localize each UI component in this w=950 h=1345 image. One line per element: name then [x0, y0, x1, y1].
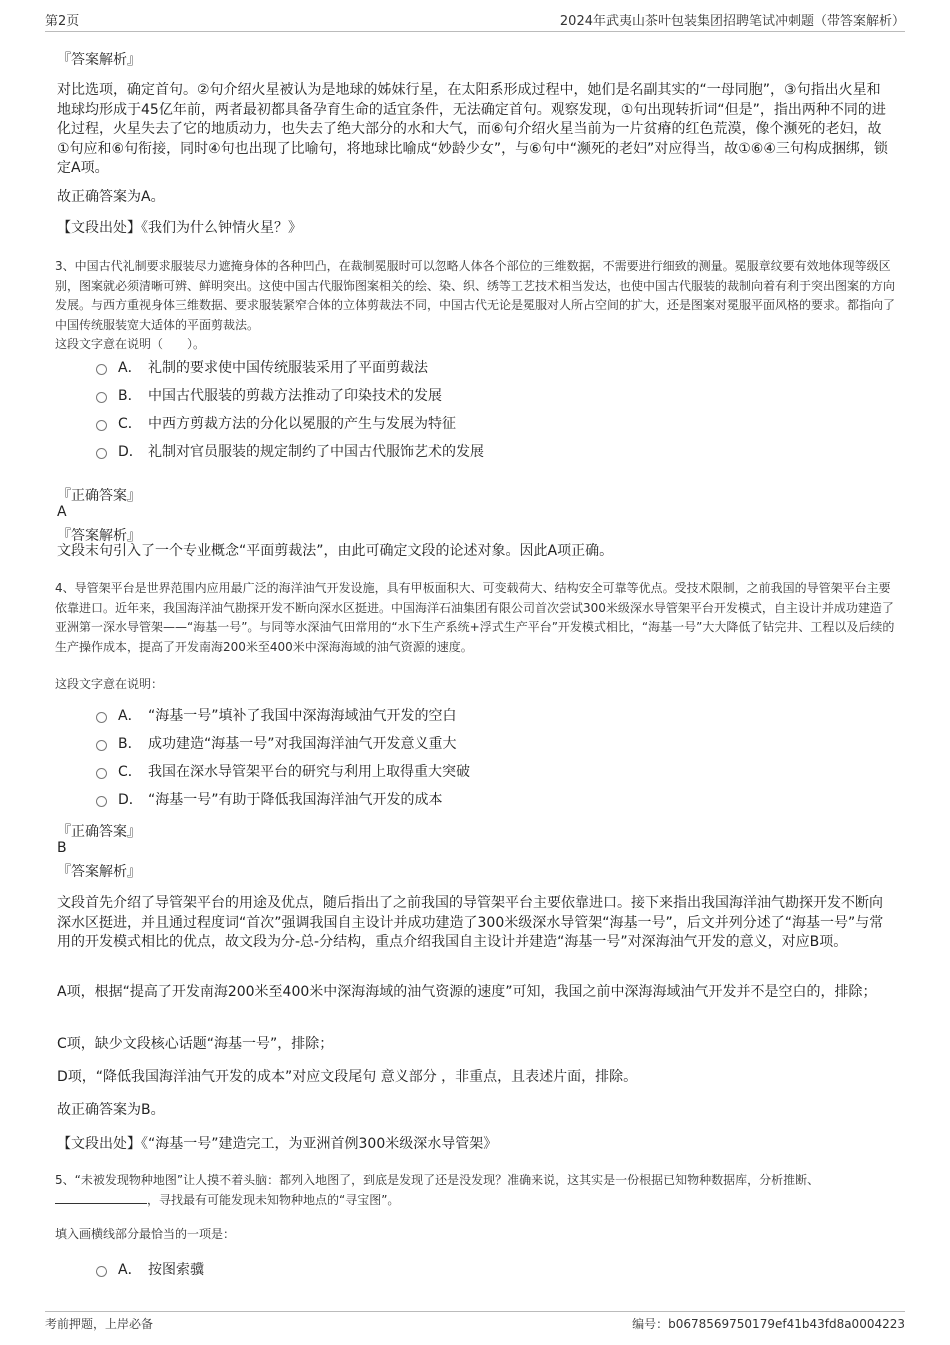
- radio-button-icon[interactable]: [96, 392, 107, 403]
- option-text: 我国在深水导管架平台的研究与利用上取得重大突破: [148, 764, 470, 780]
- question-4-analysis: 文段首先介绍了导管架平台的用途及优点，随后指出了之前我国的导管架平台主要依靠进口。接下来指出我国海洋油气勘探开发不断向深水区挺进，并且通过程度词“首次”强调我国自主设计并成功建造了300米级深水导管架“海基一号”，后文并列分述了“海基一号”与常用的开发模式相比的优点，故文段为分-总-分结构，重点介绍我国自主设计并建造“海基一号”对深海油气开发的意义，对应B项。: [57, 895, 884, 950]
- question-3-analysis: 文段末句引入了一个专业概念“平面剪裁法”，由此可确定文段的论述对象。因此A项正确。: [57, 543, 614, 559]
- footer-divider: [45, 1311, 905, 1312]
- option-letter: A．: [118, 360, 142, 376]
- question-4-analysis-d: D项，“降低我国海洋油气开发的成本”对应文段尾句 意义部分 ，非重点，且表述片面，排除。: [57, 1069, 638, 1085]
- question-5-text: [55, 1171, 895, 1210]
- option-letter: A．: [118, 1262, 142, 1278]
- option-text: 按图索骥: [148, 1262, 204, 1278]
- radio-button-icon[interactable]: [96, 740, 107, 751]
- answer-conclusion: 故正确答案为B。: [57, 1102, 165, 1118]
- footer-slogan: 考前押题，上岸必备: [45, 1317, 154, 1331]
- source-line: [57, 1135, 893, 1155]
- question-5-text-after: ，寻找最有可能发现未知物种地点的“寻宝图”。: [147, 1192, 400, 1207]
- source-line: [57, 219, 893, 239]
- source-label: 【文段出处】: [57, 1136, 141, 1152]
- radio-button-icon[interactable]: [96, 768, 107, 779]
- analysis-label: 『答案解析』: [57, 864, 141, 880]
- option-text: “海基一号”填补了我国中深海海域油气开发的空白: [148, 708, 457, 724]
- correct-answer-label: 『正确答案』: [57, 488, 141, 504]
- option-text: “海基一号”有助于降低我国海洋油气开发的成本: [148, 792, 443, 808]
- option-letter: B．: [118, 388, 142, 404]
- correct-answer-value: B: [57, 840, 67, 856]
- analysis-text: 对比选项，确定首句。②句介绍火星被认为是地球的姊妹行星，在太阳系形成过程中，她们是名副其实的“一母同胞”，③句指出火星和地球均形成于45亿年前，两者最初都具备孕育生命的适宜条件，无法确定首句。观察发现，①句出现转折词“但是”，指出两种不同的进化过程，火星失去了它的地质动力，也失去了绝大部分的水和大气，而⑥句介绍火星当前为一片贫瘠的红色荒漠，像个濒死的老妇，故①句应和⑥句衔接，同时④句也出现了比喻句，将地球比喻成“妙龄少女”，与⑥句中“濒死的老妇”对应得当，故①⑥④三句构成捆绑，锁定A项。: [57, 82, 888, 176]
- page-number: 第2页: [45, 14, 80, 29]
- radio-button-icon[interactable]: [96, 448, 107, 459]
- option-text: 中西方剪裁方法的分化以冕服的产生与发展为特征: [148, 416, 456, 432]
- fill-in-blank: [55, 1191, 147, 1204]
- option-letter: A．: [118, 708, 142, 724]
- radio-button-icon[interactable]: [96, 796, 107, 807]
- radio-button-icon[interactable]: [96, 1266, 107, 1277]
- radio-button-icon[interactable]: [96, 712, 107, 723]
- option-letter: B．: [118, 736, 142, 752]
- question-5-prompt: 填入画横线部分最恰当的一项是：: [55, 1227, 236, 1241]
- option-letter: C．: [118, 416, 142, 432]
- correct-answer-value: A: [57, 504, 67, 520]
- document-code-label: 编号：: [632, 1317, 669, 1331]
- option-text: 礼制对官员服装的规定制约了中国古代服饰艺术的发展: [148, 444, 484, 460]
- document-code: [632, 1315, 905, 1332]
- radio-button-icon[interactable]: [96, 420, 107, 431]
- option-text: 成功建造“海基一号”对我国海洋油气开发意义重大: [148, 736, 457, 752]
- correct-answer-label: 『正确答案』: [57, 824, 141, 840]
- question-3-prompt: 这段文字意在说明（ ）。: [55, 337, 206, 351]
- question-5-text-before: 5、“未被发现物种地图”让人摸不着头脑：都列入地图了，到底是发现了还是没发现？准确来说，这其实是一份根据已知物种数据库，分析推断、: [55, 1173, 820, 1187]
- option-text: 中国古代服装的剪裁方法推动了印染技术的发展: [148, 388, 442, 404]
- question-4-text: 4、导管架平台是世界范围内应用最广泛的海洋油气开发设施，具有甲板面积大、可变载荷大、结构安全可靠等优点。受技术限制，之前我国的导管架平台主要依靠进口。近年来，我国海洋油气勘探开发不断向深水区挺进。中国海洋石油集团有限公司首次尝试300米级深水导管架平台开发模式，自主设计并成功建造了亚洲第一深水导管架——“海基一号”。与同等水深油气田常用的“水下生产系统+浮式生产平台”开发模式相比，“海基一号”大大降低了钻完井、工程以及后续的生产操作成本，提高了开发南海200米至400米中深海海域的油气资源的速度。: [55, 581, 895, 654]
- question-4-prompt: 这段文字意在说明：: [55, 677, 164, 691]
- option-text: 礼制的要求使中国传统服装采用了平面剪裁法: [148, 360, 428, 376]
- question-4-analysis-a: A项，根据“提高了开发南海200米至400米中深海海域的油气资源的速度”可知，我国之前中深海海域油气开发并不是空白的，排除；: [57, 984, 877, 1000]
- source-title: 《我们为什么钟情火星？》: [141, 220, 302, 236]
- answer-conclusion: 故正确答案为A。: [57, 189, 165, 205]
- analysis-label: 『答案解析』: [57, 52, 141, 68]
- source-title: 《“海基一号”建造完工，为亚洲首例300米级深水导管架》: [141, 1136, 498, 1152]
- question-3-text: 3、中国古代礼制要求服装尽力遮掩身体的各种凹凸，在裁制冕服时可以忽略人体各个部位的三维数据，不需要进行细致的测量。冕服章纹要有效地体现等级区别，图案就必须清晰可辨、鲜明突出。这使中国古代服饰图案相关的绘、染、织、绣等工艺技术相当发达，也使中国古代服装的裁制向着有利于突出图案的方向发展。与西方重视身体三维数据、要求服装紧窄合体的立体剪裁法不同，中国古代无论是冕服对人所占空间的扩大，还是图案对冕服平面风格的要求。都指向了中国传统服装宽大适体的平面剪裁法。: [55, 259, 896, 332]
- option-letter: C．: [118, 764, 142, 780]
- option-letter: D．: [118, 792, 143, 808]
- header-divider: [45, 31, 905, 32]
- radio-button-icon[interactable]: [96, 364, 107, 375]
- question-4-analysis-c: C项，缺少文段核心话题“海基一号”，排除；: [57, 1036, 334, 1052]
- option-letter: D．: [118, 444, 143, 460]
- document-title: 2024年武夷山茶叶包装集团招聘笔试冲刺题（带答案解析）: [559, 14, 905, 29]
- source-label: 【文段出处】: [57, 220, 141, 236]
- analysis-label: 『答案解析』: [57, 528, 141, 544]
- document-code-value: b0678569750179ef41b43fd8a0004223: [668, 1317, 905, 1331]
